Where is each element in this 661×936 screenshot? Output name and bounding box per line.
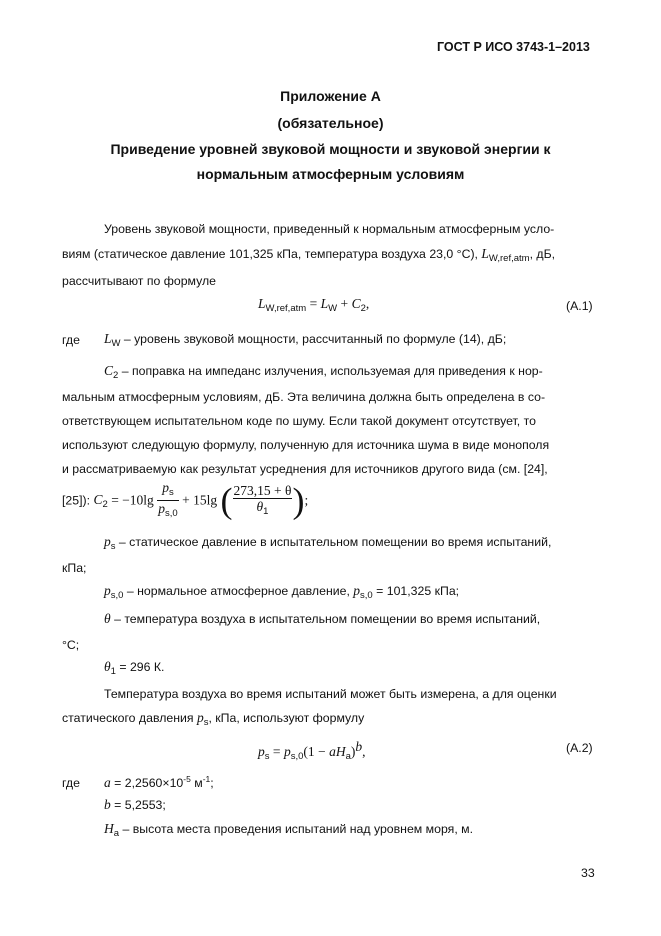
equation-a2-label: (А.2) [566, 741, 593, 755]
para2-line1: Температура воздуха во время испытаний может быть измерена, а для оценки [104, 687, 557, 701]
def-theta1: $\theta_1 = 296$ К. [104, 659, 165, 677]
para2-line2: статического давления $p_s$, кПа, используют формулу [62, 710, 365, 728]
def-LW: $L_W$ – уровень звуковой мощности, рассчитанный по формуле (14), дБ; [104, 331, 507, 349]
para1-line3: рассчитывают по формуле [62, 274, 217, 288]
def-Ha: $H_a$ – высота места проведения испытаний над уровнем моря, м. [104, 821, 474, 839]
fraction-ps-ps0: $\frac{p_s}{p_{s,0}}$ [158, 480, 178, 519]
equation-a1: $L_{W,ref,atm} = L_W + C_2$, [258, 296, 370, 314]
where-label-1: где [62, 333, 80, 347]
def-theta-line2: °С; [62, 638, 80, 652]
def-theta-line1: θ – температура воздуха в испытательном помещении во время испытаний, [104, 611, 541, 626]
def-C2-line4: используют следующую формулу, полученную для источника шума в виде монополя [62, 438, 550, 452]
fraction-theta: $\frac{273,15 + \theta}{\theta_1}$ [233, 482, 292, 517]
equation-a2: $p_s = p_{s,0}(1 - aH_a)^b$, [258, 739, 366, 762]
def-C2-line5: и рассматриваемую как результат усреднения для источников другого вида (см. [24], [62, 462, 548, 476]
def-C2-line1: $C_2$ – поправка на импеданс излучения, используемая для приведения к нор- [104, 363, 543, 381]
equation-a1-label: (А.1) [566, 299, 593, 313]
def-b: b = 5,2553; [104, 797, 166, 812]
def-a: $a = 2,2560\times 10^{-5}$ $м^{-1}$; [104, 774, 214, 790]
symbol-L-ref-atm: $L_{W,ref,atm}$ [481, 246, 530, 264]
annex-title: Приложение А [280, 88, 381, 104]
para1-line2: виям (статическое давление 101,325 кПа, температура воздуха 23,0 °С), $L_{W,ref,atm}$, дБ, [62, 246, 556, 264]
annex-status: (обязательное) [277, 115, 384, 131]
def-ps-line1: $p_s$ – статическое давление в испытательном помещении во время испытаний, [104, 534, 552, 552]
where-label-2: где [62, 776, 80, 790]
c2-formula: [25]): $C_2 = -10\lg$ $\frac{p_s}{p_{s,0}}$ + 15lg ( $\frac{273,15 + \theta}{\theta_1}$ ); [62, 480, 309, 521]
def-ps-line2: кПа; [62, 561, 87, 575]
para1-line1: Уровень звуковой мощности, приведенный к нормальным атмосферным усло- [104, 222, 555, 236]
def-ps0: $p_{s,0}$ – нормальное атмосферное давление, $p_{s,0} = 101,325$ кПа; [104, 583, 460, 601]
def-C2-line3: ответствующем испытательном коде по шуму. Если такой документ отсутствует, то [62, 414, 536, 428]
document-code: ГОСТ Р ИСО 3743-1–2013 [437, 40, 590, 54]
annex-heading-line1: Приведение уровней звуковой мощности и звуковой энергии к [110, 141, 551, 157]
def-C2-line2: мальным атмосферным условиям, дБ. Эта величина должна быть определена в со- [62, 390, 546, 404]
annex-heading-line2: нормальным атмосферным условиям [196, 166, 465, 182]
page-number: 33 [581, 866, 595, 880]
